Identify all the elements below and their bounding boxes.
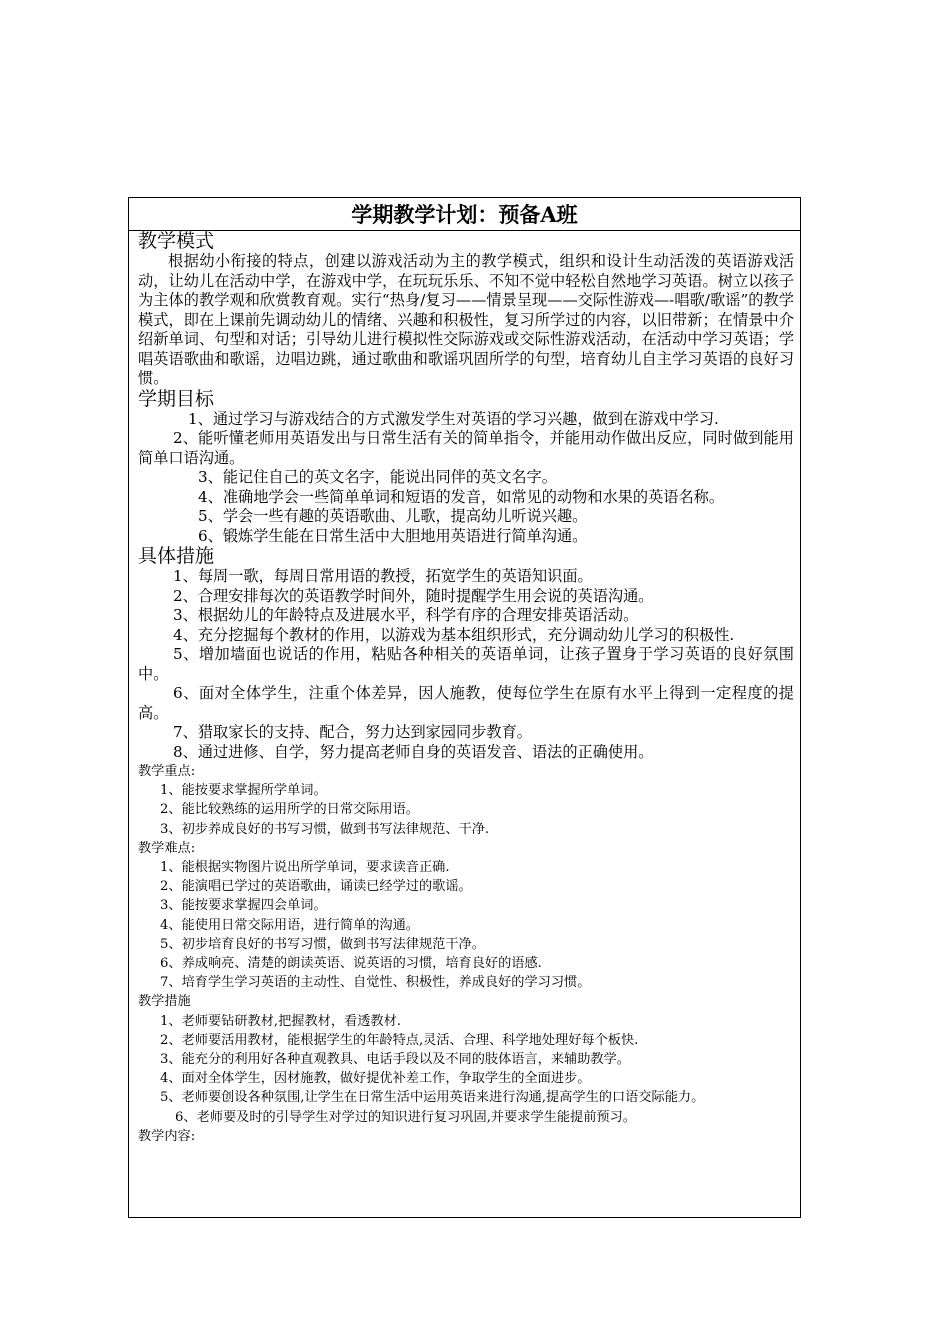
measure-item: 1、每周一歌，每周日常用语的教授，拓宽学生的英语知识面。 bbox=[173, 567, 593, 585]
section-heading-teaching-measures: 教学措施 bbox=[138, 994, 191, 1010]
teaching-measure-item: 6、老师要及时的引导学生对学过的知识进行复习巩固,并要求学生能提前预习。 bbox=[175, 1109, 636, 1125]
page-title: 学期教学计划：预备A班 bbox=[129, 198, 800, 231]
measure-item: 4、充分挖掘每个教材的作用，以游戏为基本组织形式，充分调动幼儿学习的积极性. bbox=[173, 625, 735, 644]
difficult-point-item: 4、能使用日常交际用语，进行简单的沟通。 bbox=[160, 917, 419, 933]
goal-item: 2、能听懂老师用英语发出与日常生活有关的简单指令，并能用动作做出反应，同时做到能用简单口语沟通。 bbox=[138, 429, 794, 467]
teaching-measure-item: 4、面对全体学生，因材施教，做好提优补差工作，争取学生的全面进步。 bbox=[160, 1071, 591, 1087]
key-point-item: 1、能按要求掌握所学单词。 bbox=[160, 783, 327, 799]
difficult-point-item: 2、能演唱已学过的英语歌曲，诵读已经学过的歌谣。 bbox=[160, 879, 472, 895]
difficult-point-item: 5、初步培育良好的书写习惯，做到书写法律规范干净。 bbox=[160, 936, 485, 952]
difficult-point-item: 6、养成响亮、清楚的朗读英语、说英语的习惯，培育良好的语感. bbox=[160, 956, 542, 972]
section-heading-difficult-points: 教学难点: bbox=[138, 840, 196, 856]
section-heading-measures: 具体措施 bbox=[138, 545, 215, 567]
section-heading-content: 教学内容: bbox=[138, 1128, 196, 1144]
measure-item: 2、合理安排每次的英语教学时间外，随时提醒学生用会说的英语沟通。 bbox=[173, 586, 654, 605]
key-point-item: 3、初步养成良好的书写习惯，做到书写法律规范、干净. bbox=[160, 821, 490, 837]
measure-item: 6、面对全体学生，注重个体差异，因人施教，使每位学生在原有水平上得到一定程度的提高。 bbox=[138, 684, 794, 722]
measure-item: 7、猎取家长的支持、配合，努力达到家园同步教育。 bbox=[173, 723, 532, 741]
teaching-measure-item: 1、老师要钻研教材,把握教材，看透教材. bbox=[160, 1013, 401, 1029]
goal-item: 5、学会一些有趣的英语歌曲、儿歌，提高幼儿听说兴趣。 bbox=[198, 507, 588, 525]
section-heading-goals: 学期目标 bbox=[138, 387, 215, 410]
teaching-measure-item: 3、能充分的利用好各种直观教具、电话手段以及不同的肢体语言，来辅助教学。 bbox=[160, 1052, 630, 1068]
mode-paragraph: 根据幼小衔接的特点，创建以游戏活动为主的教学模式，组织和设计生动活泼的英语游戏活动，让幼儿在活动中学，在游戏中学，在玩玩乐乐、不知不觉中轻松自然地学习英语。树立以孩子为主体的教学观和欣赏教育观。实行“热身/复习——情景呈现——交际性游戏—-唱歌/歌谣”的教学模式，即在上课前先调动幼儿的情绪、兴趣和积极性，复习所学过的内容，以旧带新；在情景中介绍新单词、句型和对话；引导幼儿进行模拟性交际游戏或交际性游戏活动，在活动中学习英语；学唱英语歌曲和歌谣，边唱边跳，通过歌曲和歌谣巩固所学的句型，培育幼儿自主学习英语的良好习惯。 bbox=[138, 252, 794, 387]
teaching-measure-item: 5、老师要创设各种氛围,让学生在日常生活中运用英语来进行沟通,提高学生的口语交际能力。 bbox=[160, 1090, 705, 1106]
difficult-point-item: 7、培育学生学习英语的主动性、自觉性、积极性，养成良好的学习习惯。 bbox=[160, 975, 591, 991]
section-heading-mode: 教学模式 bbox=[138, 230, 215, 252]
difficult-point-item: 3、能按要求掌握四会单词。 bbox=[160, 898, 327, 914]
measure-item: 5、增加墙面也说话的作用，粘贴各种相关的英语单词，让孩子置身于学习英语的良好氛围中。 bbox=[138, 645, 794, 683]
goal-item: 3、能记住自己的英文名字，能说出同伴的英文名字。 bbox=[198, 468, 557, 486]
goal-item: 4、准确地学会一些简单单词和短语的发音，如常见的动物和水果的英语名称。 bbox=[198, 487, 725, 506]
plan-content bbox=[129, 231, 800, 1146]
section-heading-key-points: 教学重点: bbox=[138, 764, 196, 779]
goal-item: 1、通过学习与游戏结合的方式激发学生对英语的学习兴趣，做到在游戏中学习. bbox=[188, 409, 719, 428]
measure-item: 3、根据幼儿的年龄特点及进展水平，科学有序的合理安排英语活动。 bbox=[173, 606, 639, 624]
key-point-item: 2、能比较熟练的运用所学的日常交际用语。 bbox=[160, 802, 419, 818]
difficult-point-item: 1、能根据实物图片说出所学单词，要求读音正确. bbox=[160, 860, 450, 876]
plan-table bbox=[128, 197, 801, 1218]
goal-item: 6、锻炼学生能在日常生活中大胆地用英语进行简单沟通。 bbox=[198, 526, 588, 545]
teaching-measure-item: 2、老师要活用教材，能根据学生的年龄特点,灵活、合理、科学地处理好每个板快. bbox=[160, 1032, 639, 1048]
measure-item: 8、通过进修、自学，努力提高老师自身的英语发音、语法的正确使用。 bbox=[173, 742, 654, 761]
